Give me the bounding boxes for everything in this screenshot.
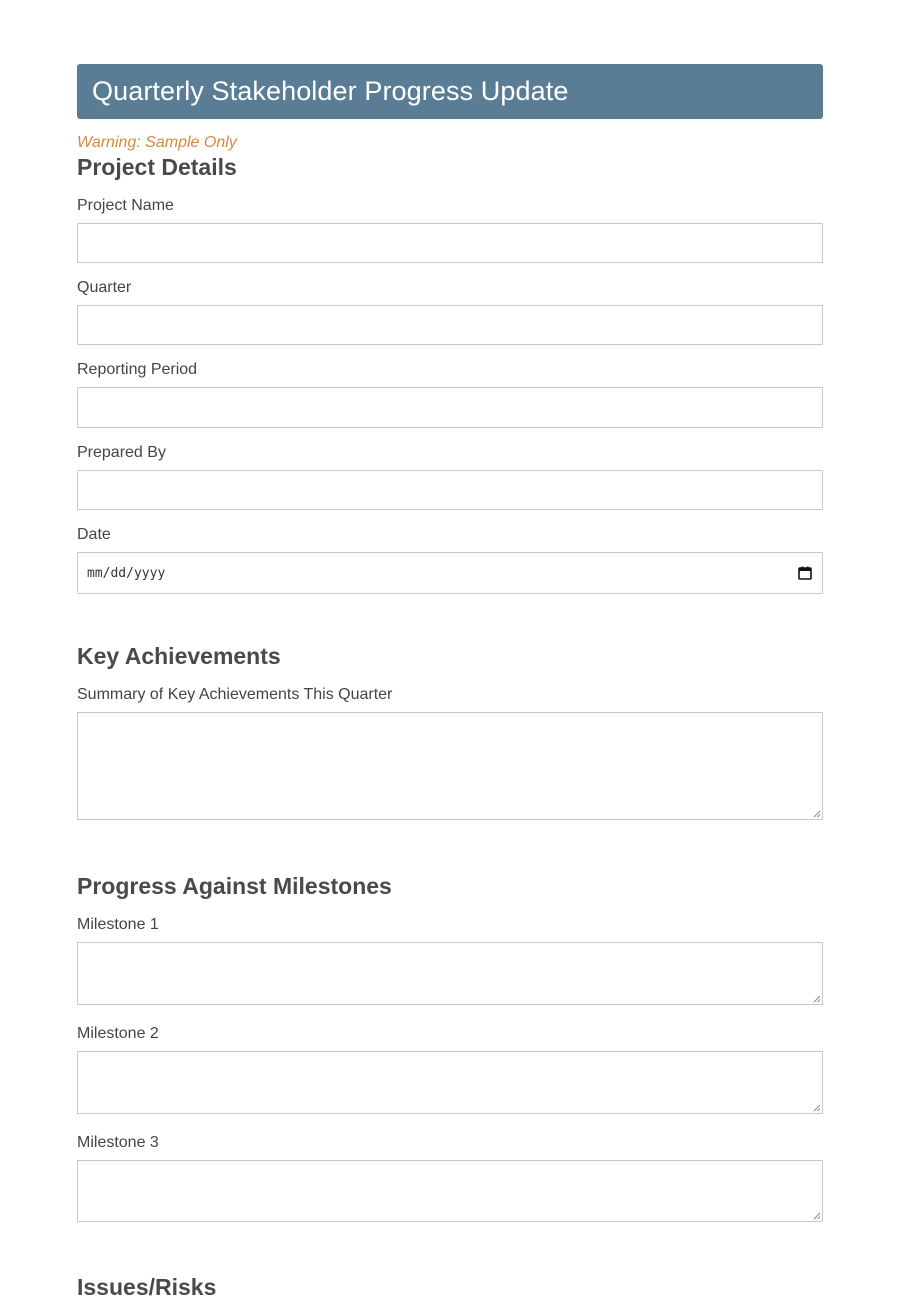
- milestone-1-textarea[interactable]: [77, 942, 823, 1005]
- milestone-2-label: Milestone 2: [77, 1025, 159, 1042]
- milestone-3-textarea[interactable]: [77, 1160, 823, 1222]
- sample-warning: Warning: Sample Only: [77, 134, 237, 151]
- milestone-1-label: Milestone 1: [77, 916, 159, 933]
- section-heading-key-achievements: Key Achievements: [77, 643, 281, 669]
- resize-grip-icon[interactable]: [812, 1211, 821, 1220]
- quarter-label: Quarter: [77, 279, 132, 296]
- project-name-label: Project Name: [77, 197, 174, 214]
- date-label: Date: [77, 526, 111, 543]
- calendar-icon[interactable]: [798, 566, 812, 580]
- prepared-by-input[interactable]: [77, 470, 823, 510]
- reporting-period-input[interactable]: [77, 387, 823, 428]
- prepared-by-label: Prepared By: [77, 444, 166, 461]
- key-achievements-summary-label: Summary of Key Achievements This Quarter: [77, 686, 393, 703]
- resize-grip-icon[interactable]: [812, 1103, 821, 1112]
- milestone-3-label: Milestone 3: [77, 1134, 159, 1151]
- date-placeholder: mm/dd/yyyy: [87, 565, 166, 581]
- form-header: [77, 64, 823, 119]
- section-heading-milestones: Progress Against Milestones: [77, 873, 392, 899]
- resize-grip-icon[interactable]: [812, 994, 821, 1003]
- resize-grip-icon[interactable]: [812, 809, 821, 818]
- quarter-input[interactable]: [77, 305, 823, 345]
- project-name-input[interactable]: [77, 223, 823, 263]
- date-input[interactable]: [77, 552, 823, 594]
- key-achievements-summary-textarea[interactable]: [77, 712, 823, 820]
- section-heading-project-details: Project Details: [77, 154, 237, 180]
- reporting-period-label: Reporting Period: [77, 361, 198, 378]
- form-title: Quarterly Stakeholder Progress Update: [92, 76, 569, 106]
- milestone-2-textarea[interactable]: [77, 1051, 823, 1114]
- section-heading-issues-risks: Issues/Risks: [77, 1274, 217, 1300]
